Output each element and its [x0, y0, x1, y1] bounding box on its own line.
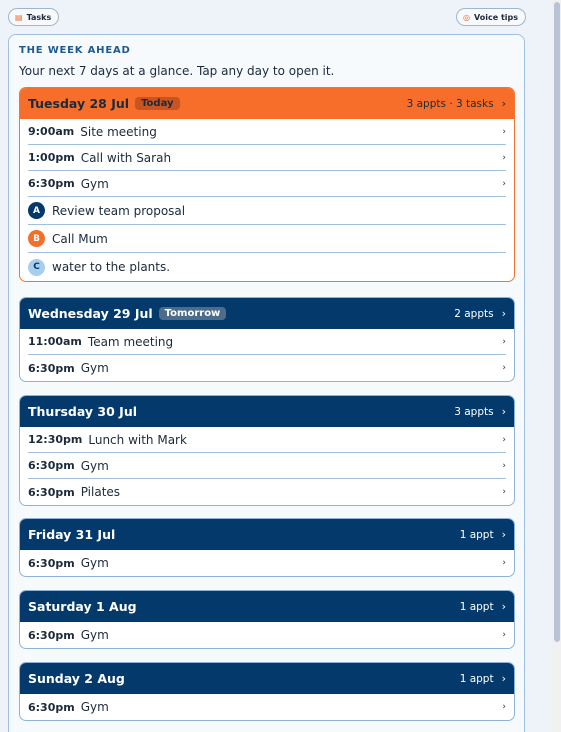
chevron-right-icon: ›: [502, 152, 506, 163]
chevron-right-icon: ›: [502, 363, 506, 373]
appt-time: 6:30pm: [28, 361, 75, 375]
appt-title: Lunch with Mark: [88, 432, 187, 447]
chevron-right-icon: ›: [502, 487, 506, 497]
day-card-friday[interactable]: [19, 518, 515, 577]
appointment-row[interactable]: [28, 622, 506, 648]
priority-badge: B: [28, 230, 45, 247]
week-ahead-card: [8, 34, 525, 732]
chevron-right-icon: ›: [501, 307, 506, 320]
count-label: 3 appts: [454, 405, 494, 418]
tasks-label: Tasks: [26, 12, 52, 22]
task-title: Review team proposal: [52, 203, 186, 218]
tasks-button[interactable]: [8, 8, 59, 26]
scrollbar-thumb[interactable]: [554, 2, 560, 642]
count-label: 3 appts · 3 tasks: [406, 97, 494, 110]
appt-title: Team meeting: [87, 334, 174, 349]
voice-tips-label: Voice tips: [474, 12, 518, 22]
day-date: Wednesday 29 Jul: [28, 306, 153, 321]
task-row[interactable]: [28, 197, 506, 225]
chevron-right-icon: ›: [501, 405, 506, 418]
tomorrow-badge: Tomorrow: [159, 307, 227, 320]
clipboard-icon: ▤: [15, 12, 23, 22]
appt-title: Call with Sarah: [80, 150, 172, 165]
count-label: 1 appt: [459, 600, 494, 613]
appointment-row[interactable]: [28, 171, 506, 197]
appointment-row[interactable]: [28, 145, 506, 171]
appt-time: 6:30pm: [28, 177, 75, 190]
task-title: water to the plants.: [52, 260, 171, 274]
appointment-row[interactable]: [28, 329, 506, 355]
task-row[interactable]: [28, 253, 506, 281]
chevron-right-icon: ›: [502, 434, 506, 445]
chevron-right-icon: ›: [502, 460, 506, 471]
day-header[interactable]: [20, 519, 514, 550]
chevron-right-icon: ›: [502, 336, 506, 347]
day-card-today[interactable]: [19, 87, 515, 282]
chevron-right-icon: ›: [501, 672, 506, 685]
section-title: THE WEEK AHEAD: [19, 45, 131, 56]
task-title: Call Mum: [52, 231, 108, 246]
chevron-right-icon: ›: [501, 528, 506, 541]
chevron-right-icon: ›: [501, 600, 506, 613]
day-card-sunday[interactable]: [19, 662, 515, 721]
appointment-row[interactable]: [28, 550, 506, 576]
appt-title: Gym: [80, 176, 109, 191]
appt-title: Gym: [80, 361, 109, 375]
appt-time: 1:00pm: [28, 151, 75, 164]
day-header[interactable]: [20, 88, 514, 119]
chevron-right-icon: ›: [502, 702, 506, 712]
appt-title: Site meeting: [80, 124, 157, 139]
day-count: [407, 88, 506, 119]
day-date: Tuesday 28 Jul: [28, 96, 130, 111]
chevron-right-icon: ›: [502, 178, 506, 189]
day-count: [460, 519, 506, 550]
appointment-row[interactable]: [28, 119, 506, 145]
day-count: [460, 591, 506, 622]
day-count: [454, 298, 506, 329]
day-header[interactable]: [20, 396, 514, 427]
top-bar: [8, 8, 526, 26]
chevron-right-icon: ›: [501, 97, 506, 110]
today-badge: Today: [135, 97, 179, 110]
count-label: 2 appts: [454, 307, 494, 320]
appointment-row[interactable]: [28, 453, 506, 479]
appt-time: 6:30pm: [28, 459, 75, 472]
appt-title: Gym: [80, 556, 109, 570]
day-date: Thursday 30 Jul: [28, 404, 138, 419]
scrollbar[interactable]: [552, 0, 561, 732]
chevron-right-icon: ›: [502, 558, 506, 568]
appointment-row[interactable]: [28, 427, 506, 453]
appt-time: 6:30pm: [28, 628, 75, 642]
day-count: [454, 396, 506, 427]
task-row[interactable]: [28, 225, 506, 253]
count-label: 1 appt: [459, 672, 494, 685]
appt-time: 6:30pm: [28, 556, 75, 570]
priority-badge: C: [28, 259, 45, 276]
appt-time: 6:30pm: [28, 700, 75, 714]
appointment-row[interactable]: [28, 694, 506, 720]
voice-tips-button[interactable]: [456, 8, 526, 26]
appt-time: 11:00am: [28, 335, 82, 348]
appt-title: Gym: [80, 700, 109, 714]
day-card-tomorrow[interactable]: [19, 297, 515, 382]
appointment-row[interactable]: [28, 355, 506, 381]
day-count: [460, 663, 506, 694]
day-header[interactable]: [20, 591, 514, 622]
day-header[interactable]: [20, 298, 514, 329]
appt-time: 12:30pm: [28, 433, 83, 446]
chevron-right-icon: ›: [502, 630, 506, 640]
day-date: Sunday 2 Aug: [28, 671, 125, 686]
help-circle-icon: ◎: [463, 12, 470, 22]
priority-badge: A: [28, 202, 45, 219]
appt-time: 6:30pm: [28, 485, 75, 499]
count-label: 1 appt: [459, 528, 494, 541]
appt-title: Gym: [80, 458, 109, 473]
appt-title: Pilates: [80, 485, 121, 499]
day-date: Saturday 1 Aug: [28, 599, 137, 614]
day-card-thursday[interactable]: [19, 395, 515, 506]
appt-time: 9:00am: [28, 125, 75, 138]
appointment-row[interactable]: [28, 479, 506, 505]
day-card-saturday[interactable]: [19, 590, 515, 649]
chevron-right-icon: ›: [502, 126, 506, 137]
day-date: Friday 31 Jul: [28, 527, 116, 542]
appt-title: Gym: [80, 628, 109, 642]
day-header[interactable]: [20, 663, 514, 694]
section-subtitle: Your next 7 days at a glance. Tap any day to open it.: [19, 64, 335, 78]
